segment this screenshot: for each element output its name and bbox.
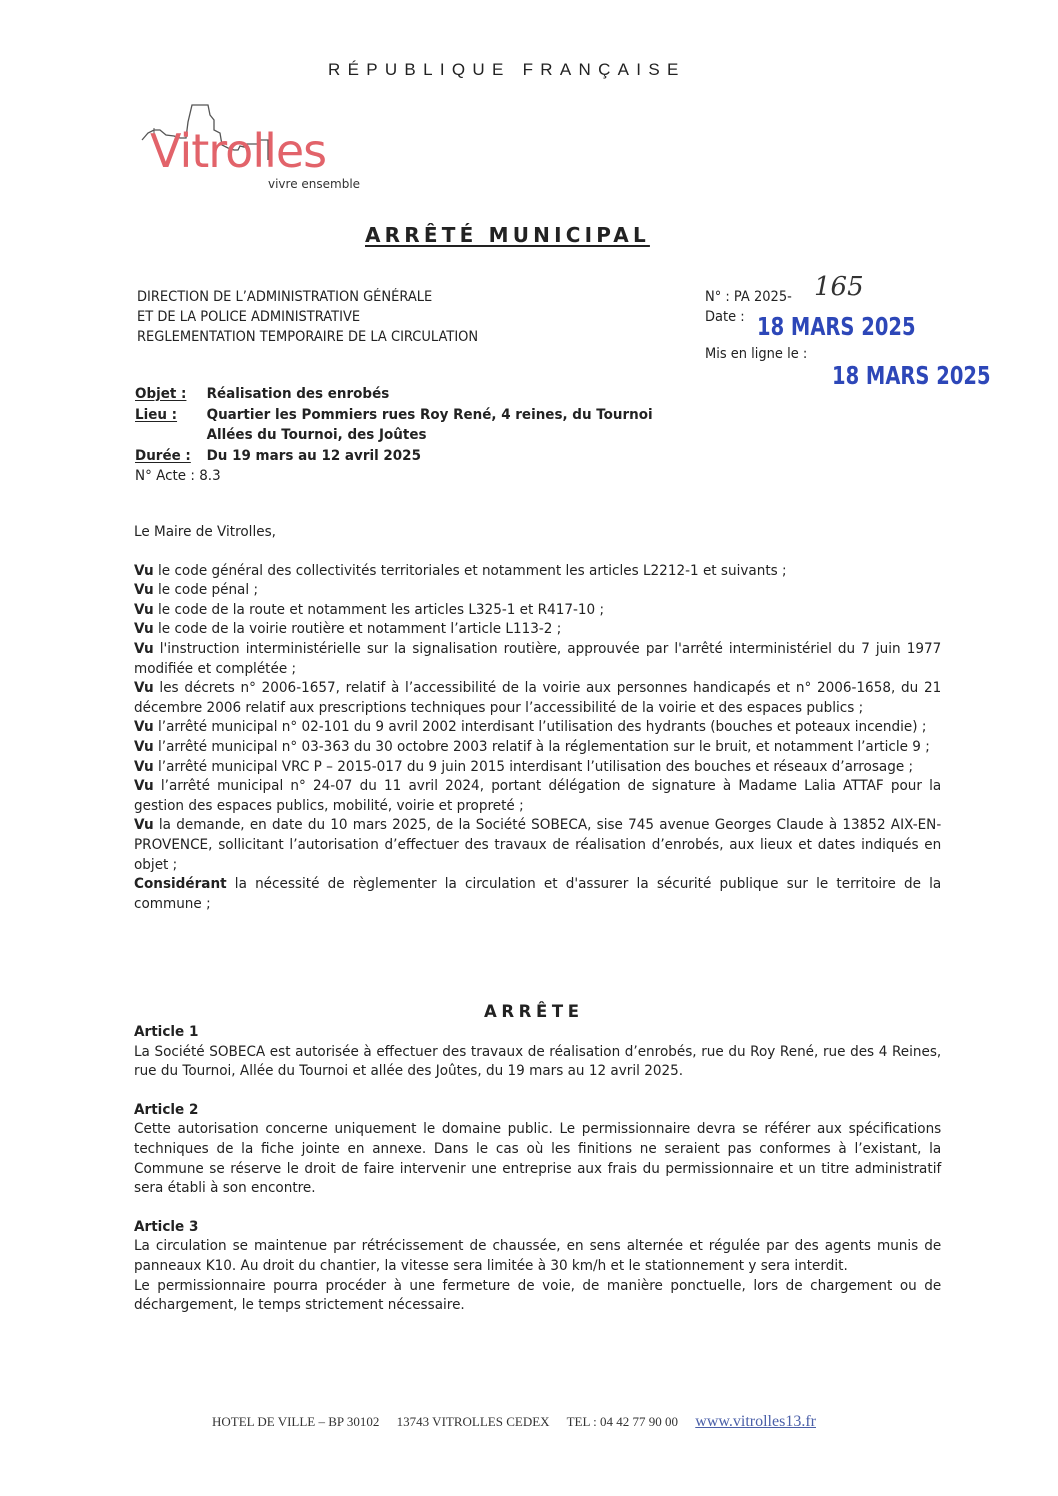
vu-text: le code de la voirie routière et notamment l’article L113-2 ;: [153, 620, 562, 638]
duree-label: Durée :: [135, 447, 191, 464]
article-title: Article 2: [134, 1100, 199, 1118]
lieu-value-2: Allées du Tournoi, des Joûtes: [206, 427, 427, 443]
lieu-row: [135, 405, 653, 426]
vu-word: Vu: [134, 777, 154, 795]
vu-word: Vu: [134, 737, 154, 755]
vu-text: l'instruction interministérielle sur la signalisation routière, approuvée par l'arrêté interministériel du 7 juin 1977 modifiée et complétée ;: [134, 639, 942, 677]
department-line: REGLEMENTATION TEMPORAIRE DE LA CIRCULATION: [137, 329, 479, 345]
preamble: [134, 522, 941, 913]
articles: [134, 1022, 941, 1315]
footer-city: 13743 VITROLLES CEDEX: [396, 1414, 550, 1429]
objet-value: Réalisation des enrobés: [206, 386, 390, 402]
maire-salutation: Le Maire de Vitrolles,: [134, 523, 276, 540]
footer-phone: TEL : 04 42 77 90 00: [566, 1414, 679, 1429]
vu-list: [134, 561, 941, 875]
article-paragraph: Le permissionnaire pourra procéder à une fermeture de voie, de manière ponctuelle, lors de chargement ou de déchargement, le temps strictement nécessaire.: [134, 1276, 942, 1314]
vu-word: Vu: [134, 620, 154, 638]
footer-address: HOTEL DE VILLE – BP 30102: [212, 1414, 380, 1429]
republique-francaise-header: RÉPUBLIQUE FRANÇAISE: [328, 60, 686, 79]
objet-label: Objet :: [135, 386, 187, 402]
online-date-label: Mis en ligne le :: [705, 346, 808, 362]
footer-website-link[interactable]: www.vitrolles13.fr: [695, 1413, 816, 1430]
document-title: ARRÊTÉ MUNICIPAL: [365, 223, 650, 247]
vu-word: Vu: [134, 679, 154, 697]
vu-clause: [134, 580, 941, 600]
decree-number-label: N° : PA 2025-: [705, 289, 792, 305]
department-line: ET DE LA POLICE ADMINISTRATIVE: [137, 309, 361, 325]
article-paragraph: La circulation se maintenue par rétrécissement de chaussée, en sens alternée et régulée par des agents munis de panneaux K10. Au droit du chantier, la vitesse sera limitée à 30 km/h et le stationnement y sera interdit.: [134, 1237, 942, 1274]
footer: [212, 1413, 816, 1431]
acte-number: N° Acte : 8.3: [135, 468, 221, 484]
article-title: Article 1: [134, 1023, 199, 1040]
article-title: Article 3: [134, 1217, 199, 1235]
vu-text: les décrets n° 2006-1657, relatif à l’accessibilité de la voirie aux personnes handicapés et n° 2006-1658, du 21 décembre 2006 relatif aux prescriptions techniques pour l’accessibilité de la voirie et des espaces publics ;: [134, 679, 942, 716]
vu-text: l’arrêté municipal n° 03-363 du 30 octobre 2003 relatif à la réglementation sur le bruit, et notamment l’article 9 ;: [153, 737, 930, 755]
considerant-word: Considérant: [134, 875, 227, 893]
vu-word: Vu: [134, 581, 154, 599]
vu-text: l’arrêté municipal VRC P – 2015-017 du 9 juin 2015 interdisant l’utilisation des bouches et réseaux d’arrosage ;: [153, 757, 914, 775]
subject-block: [135, 384, 692, 487]
department-line: DIRECTION DE L’ADMINISTRATION GÉNÉRALE: [137, 289, 433, 305]
vu-word: Vu: [134, 600, 154, 618]
vu-text: le code pénal ;: [153, 581, 259, 599]
vu-clause: [134, 619, 941, 639]
issuing-department: [137, 287, 478, 347]
article-paragraph: La Société SOBECA est autorisée à effectuer des travaux de réalisation d’enrobés, rue du Roy René, rue des 4 Reines, rue du Tournoi, Allée du Tournoi et allée des Joûtes, du 19 mars au 12 avril 2025.: [134, 1042, 942, 1080]
vitrolles-logo-wordmark: Vitrolles: [150, 124, 327, 178]
vu-clause: [134, 815, 941, 874]
lieu-row-continued: [135, 425, 653, 446]
duree-value: Du 19 mars au 12 avril 2025: [206, 447, 421, 464]
article-paragraph: Cette autorisation concerne uniquement le domaine public. Le permissionnaire devra se référer aux spécifications techniques de la fiche jointe en annexe. Dans le cas où les finitions ne seraient pas conformes à l’existant, la Commune se réserve le droit de faire intervenir une entreprise aux frais du permissionnaire et un titre administratif sera établi à son encontre.: [134, 1120, 942, 1197]
vu-clause: [134, 561, 941, 581]
vu-word: Vu: [134, 816, 154, 834]
handwritten-decree-number: 165: [814, 272, 864, 302]
lieu-label: Lieu :: [135, 406, 178, 423]
vu-text: le code de la route et notamment les articles L325-1 et R417-10 ;: [153, 600, 605, 618]
vu-clause: [134, 678, 941, 717]
vu-word: Vu: [134, 561, 154, 579]
duree-row: [135, 446, 653, 467]
vu-clause: [134, 717, 941, 737]
vu-word: Vu: [134, 639, 154, 657]
vu-text: le code général des collectivités territoriales et notamment les articles L2212-1 et suivants ;: [153, 561, 787, 579]
vu-word: Vu: [134, 757, 154, 775]
vu-text: l’arrêté municipal n° 24-07 du 11 avril 2024, portant délégation de signature à Madame Lalia ATTAF pour la gestion des espaces publics, mobilité, voirie et propreté ;: [134, 777, 942, 814]
lieu-value: Quartier les Pommiers rues Roy René, 4 reines, du Tournoi: [206, 406, 653, 423]
vu-clause: [134, 757, 941, 777]
objet-row: [135, 384, 653, 405]
vu-clause: [134, 639, 941, 678]
considerant-text: la nécessité de règlementer la circulation et d'assurer la sécurité publique sur le territoire de la commune ;: [134, 875, 942, 912]
vu-clause: [134, 737, 941, 757]
vitrolles-logo-tagline: vivre ensemble: [268, 177, 361, 191]
vu-text: l’arrêté municipal n° 02-101 du 9 avril 2002 interdisant l’utilisation des hydrants (bouches et poteaux incendie) ;: [153, 718, 927, 736]
vu-word: Vu: [134, 718, 154, 736]
date-stamp: 18 MARS 2025: [757, 312, 916, 341]
online-date-stamp: 18 MARS 2025: [832, 361, 991, 390]
vu-clause: [134, 776, 941, 815]
vu-text: la demande, en date du 10 mars 2025, de la Société SOBECA, sise 745 avenue Georges Claude à 13852 AIX-EN-PROVENCE, sollicitant l’autorisation d’effectuer des travaux de réalisation d’enrobés, aux lieux et dates indiqués en objet ;: [134, 816, 942, 873]
acte-row: [135, 466, 653, 487]
vu-clause: [134, 600, 941, 620]
arrete-heading: ARRÊTE: [484, 1002, 584, 1021]
date-label: Date :: [705, 309, 745, 325]
considerant-clause: [134, 874, 941, 913]
